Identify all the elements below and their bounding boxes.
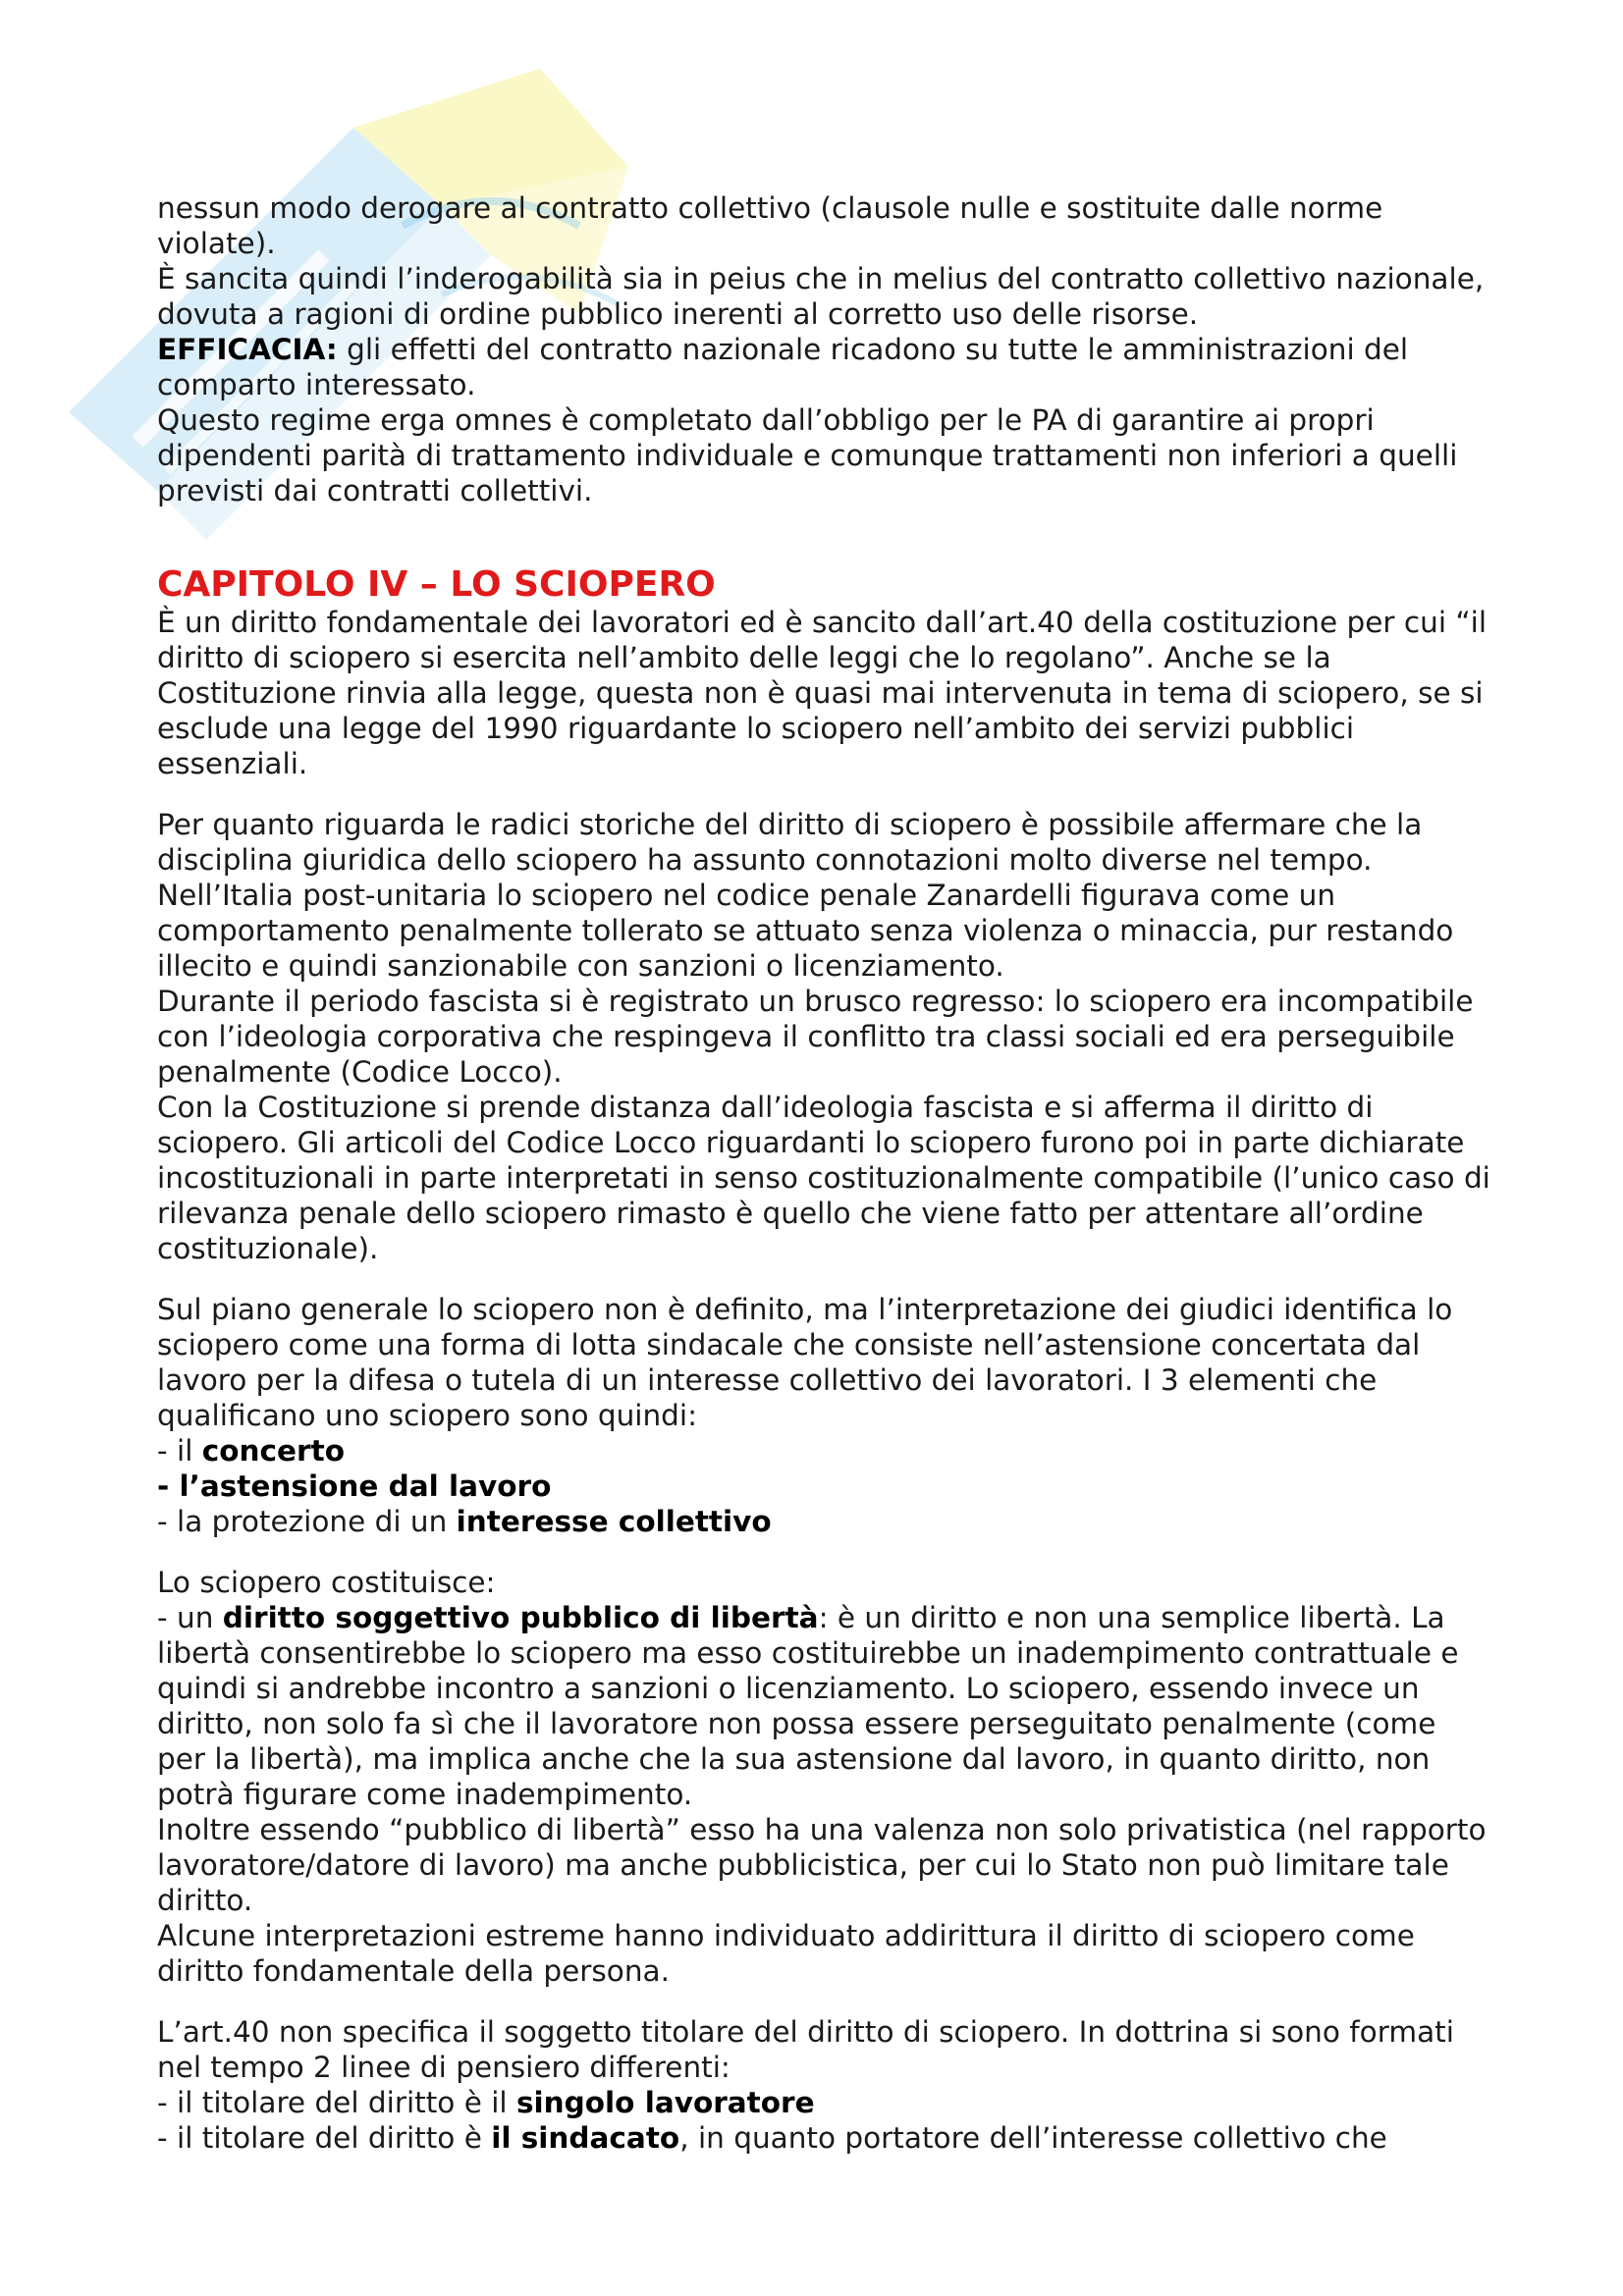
intro-paragraph-4: Questo regime erga omnes è completato dall’obbligo per le PA di garantire ai propri dipendenti parità di trattamento individuale e comunque trattamenti non inferiori a quelli previsti dai contratti collettivi.	[157, 403, 1458, 507]
document-page	[157, 190, 1492, 2156]
list-item: - la protezione di un interesse collettivo	[157, 1505, 772, 1538]
list-item: - il titolare del diritto è il singolo lavoratore	[157, 2086, 815, 2119]
history-paragraph-2: Nell’Italia post-unitaria lo sciopero nel codice penale Zanardelli figurava come un comportamento penalmente tollerato se attuato senza violenza o minaccia, pur restando illecito e quindi sanzionabile con sanzioni o licenziamento.	[157, 879, 1454, 983]
list-item: - l’astensione dal lavoro	[157, 1469, 552, 1503]
intro-paragraph-2: È sancita quindi l’inderogabilità sia in peius che in melius del contratto collettivo nazionale, dovuta a ragioni di ordine pubblico inerenti al corretto uso delle risorse.	[157, 262, 1485, 331]
efficacia-text: gli effetti del contratto nazionale ricadono su tutte le amministrazioni del comparto interessato.	[157, 333, 1409, 401]
efficacia-label: EFFICACIA:	[157, 333, 338, 366]
efficacia-paragraph	[157, 332, 1492, 402]
holder-paragraph: L’art.40 non specifica il soggetto titolare del diritto di sciopero. In dottrina si sono formati nel tempo 2 linee di pensiero differenti:	[157, 2015, 1454, 2084]
list-item: - il titolare del diritto è il sindacato, in quanto portatore dell’interesse collettivo che	[157, 2121, 1387, 2155]
chapter-paragraph-1: È un diritto fondamentale dei lavoratori ed è sancito dall’art.40 della costituzione per cui “il diritto di sciopero si esercita nell’ambito delle leggi che lo regolano”. Anche se la Costituzione rinvia alla legge, questa non è quasi mai intervenuta in tema di sciopero, se si esclude una legge del 1990 riguardante lo sciopero nell’ambito dei servizi pubblici essenziali.	[157, 606, 1488, 780]
chapter-title: CAPITOLO IV – LO SCIOPERO	[157, 564, 716, 605]
nature-paragraph: - un diritto soggettivo pubblico di libertà: è un diritto e non una semplice libertà. La libertà consentirebbe lo sciopero ma esso costituirebbe un inadempimento contrattuale e quindi si andrebbe incontro a sanzioni o licenziamento. Lo sciopero, essendo invece un diritto, non solo fa sì che il lavoratore non possa essere perseguitato penalmente (come per la libertà), ma implica anche che la sua astensione dal lavoro, in quanto diritto, non potrà figurare come inadempimento.	[157, 1601, 1459, 1811]
nature-paragraph-3: Alcune interpretazioni estreme hanno individuato addirittura il diritto di sciopero come diritto fondamentale della persona.	[157, 1919, 1415, 1988]
nature-intro: Lo sciopero costituisce:	[157, 1566, 496, 1599]
definition-paragraph: Sul piano generale lo sciopero non è definito, ma l’interpretazione dei giudici identifica lo sciopero come una forma di lotta sindacale che consiste nell’astensione concertata dal lavoro per la difesa o tutela di un interesse collettivo dei lavoratori. I 3 elementi che qualificano uno sciopero sono quindi:	[157, 1293, 1453, 1432]
history-paragraph-1: Per quanto riguarda le radici storiche del diritto di sciopero è possibile affermare che la disciplina giuridica dello sciopero ha assunto connotazioni molto diverse nel tempo.	[157, 808, 1423, 877]
history-paragraph-3: Durante il periodo fascista si è registrato un brusco regresso: lo sciopero era incompatibile con l’ideologia corporativa che respingeva il conflitto tra classi sociali ed era perseguibile penalmente (Codice Locco).	[157, 985, 1474, 1089]
intro-paragraph-1: nessun modo derogare al contratto collettivo (clausole nulle e sostituite dalle norme violate).	[157, 191, 1383, 260]
history-paragraph-4: Con la Costituzione si prende distanza dall’ideologia fascista e si afferma il diritto di sciopero. Gli articoli del Codice Locco riguardanti lo sciopero furono poi in parte dichiarate incostituzionali in parte interpretati in senso costituzionalmente compatibile (l’unico caso di rilevanza penale dello sciopero rimasto è quello che viene fatto per attentare all’ordine costituzionale).	[157, 1091, 1490, 1265]
list-item: - il concerto	[157, 1434, 345, 1468]
nature-paragraph-2: Inoltre essendo “pubblico di libertà” esso ha una valenza non solo privatistica (nel rapporto lavoratore/datore di lavoro) ma anche pubblicistica, per cui lo Stato non può limitare tale diritto.	[157, 1813, 1487, 1917]
